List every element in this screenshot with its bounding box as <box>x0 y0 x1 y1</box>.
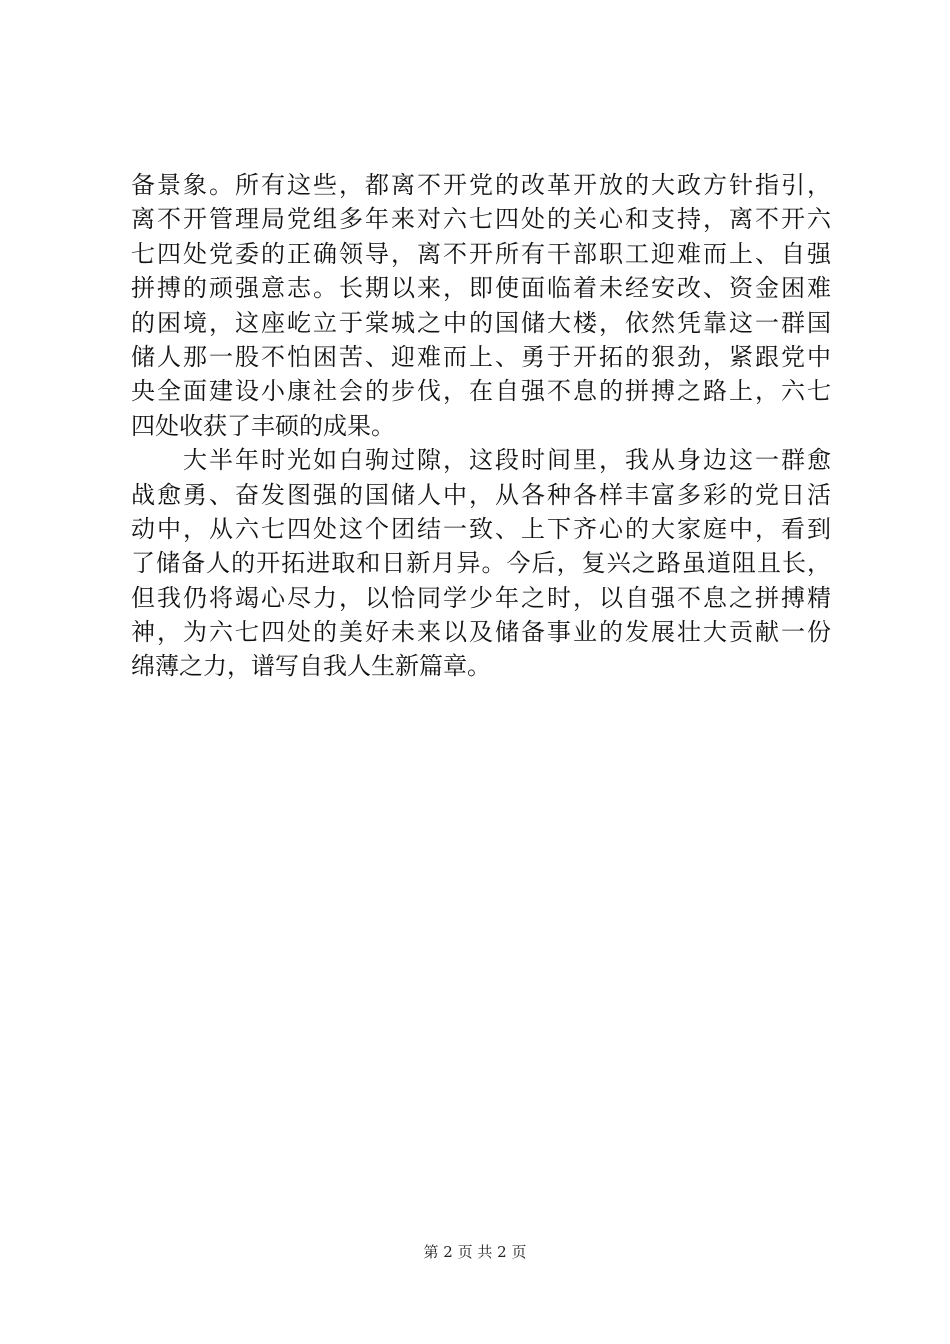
text-line: 储人那一股不怕困苦、迎难而上、勇于开拓的狠劲，紧跟党中 <box>131 342 831 371</box>
text-line: 四处收获了丰硕的成果。 <box>131 411 395 440</box>
text-line: 七四处党委的正确领导，离不开所有干部职工迎难而上、自强 <box>131 239 831 268</box>
text-line: 央全面建设小康社会的步伐，在自强不息的拼搏之路上，六七 <box>131 377 831 406</box>
text-line: 备景象。所有这些，都离不开党的改革开放的大政方针指引， <box>131 171 831 199</box>
text-line: 大半年时光如白驹过隙，这段时间里，我从身边这一群愈 <box>131 446 831 475</box>
page-number-footer: 第 2 页 共 2 页 <box>423 1243 527 1261</box>
text-line: 动中，从六七四处这个团结一致、上下齐心的大家庭中，看到 <box>131 514 831 543</box>
text-line: 拼搏的顽强意志。长期以来，即使面临着未经安改、资金困难 <box>131 274 831 303</box>
text-line: 战愈勇、奋发图强的国储人中，从各种各样丰富多彩的党日活 <box>131 480 831 509</box>
text-line: 离不开管理局党组多年来对六七四处的关心和支持，离不开六 <box>131 205 831 234</box>
text-line: 了储备人的开拓进取和日新月异。今后，复兴之路虽道阻且长， <box>131 549 831 578</box>
text-line: 的困境，这座屹立于棠城之中的国储大楼，依然凭靠这一群国 <box>131 308 831 337</box>
text-line: 但我仍将竭心尽力，以恰同学少年之时，以自强不息之拼搏精 <box>131 583 831 612</box>
body-text <box>131 168 831 684</box>
text-line: 绵薄之力，谱写自我人生新篇章。 <box>131 652 491 681</box>
text-line: 神，为六七四处的美好未来以及储备事业的发展壮大贡献一份 <box>131 618 831 647</box>
